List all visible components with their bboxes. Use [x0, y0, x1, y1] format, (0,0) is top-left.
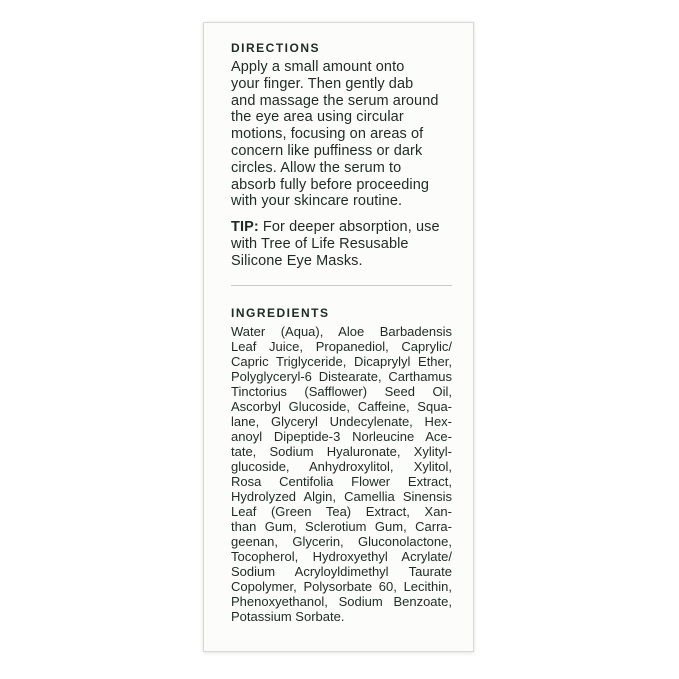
directions-line: your finger. Then gently dab [231, 75, 414, 92]
directions-line: and massage the serum around [231, 92, 439, 109]
ingredient-line: geenan, Glycerin, Gluconolactone, [231, 533, 452, 549]
ingredient-line: Ascorbyl Glucoside, Caffeine, Squa- [231, 398, 452, 414]
packaging-info-panel [203, 22, 474, 652]
ingredients-justified-lines [231, 324, 452, 609]
ingredient-line: Polyglyceryl-6 Distearate, Carthamus [231, 368, 452, 384]
ingredient-last-line: Potassium Sorbate. [231, 608, 345, 624]
directions-line: the eye area using circular [231, 109, 404, 126]
ingredient-line: Phenoxyethanol, Sodium Benzoate, [231, 593, 452, 609]
directions-line: circles. Allow the serum to [231, 159, 402, 176]
ingredient-line: Leaf Juice, Propanediol, Caprylic/ [231, 338, 452, 354]
ingredient-line: than Gum, Sclerotium Gum, Carra- [231, 518, 452, 534]
ingredient-line: lane, Glyceryl Undecylenate, Hex- [231, 413, 452, 429]
ingredients-paragraph [231, 324, 452, 624]
directions-paragraph [231, 59, 452, 210]
directions-line: concern like puffiness or dark [231, 142, 423, 159]
ingredient-line: Water (Aqua), Aloe Barbadensis [231, 323, 452, 339]
ingredient-line: Leaf (Green Tea) Extract, Xan- [231, 503, 452, 519]
ingredient-line: Sodium Acryloyldimethyl Taurate [231, 563, 452, 579]
tip-line: with Tree of Life Resusable [231, 235, 409, 252]
ingredient-line: tate, Sodium Hyaluronate, Xylityl- [231, 443, 452, 459]
section-divider [231, 285, 452, 286]
tip-label: TIP: [231, 219, 259, 236]
ingredient-line: glucoside, Anhydroxylitol, Xylitol, [231, 458, 452, 474]
directions-heading: DIRECTIONS [231, 41, 321, 55]
directions-line: Apply a small amount onto [231, 59, 405, 75]
directions-line: absorb fully before proceeding [231, 176, 430, 193]
ingredient-line: Tinctorius (Safflower) Seed Oil, [231, 383, 452, 399]
tip-paragraph [231, 219, 452, 269]
tip-line-1 [231, 219, 452, 236]
ingredient-line: Rosa Centifolia Flower Extract, [231, 473, 452, 489]
ingredient-line: Capric Triglyceride, Dicaprylyl Ether, [231, 353, 452, 369]
ingredient-line: Copolymer, Polysorbate 60, Lecithin, [231, 578, 452, 594]
tip-line-1-text: For deeper absorption, use [258, 219, 440, 236]
ingredient-line: anoyl Dipeptide-3 Norleucine Ace- [231, 428, 452, 444]
tip-line: Silicone Eye Masks. [231, 252, 363, 269]
ingredients-heading: INGREDIENTS [231, 305, 330, 320]
directions-line: with your skincare routine. [231, 193, 403, 210]
tip-lines-rest [231, 236, 452, 270]
ingredient-line: Hydrolyzed Algin, Camellia Sinensis [231, 488, 452, 504]
directions-line: motions, focusing on areas of [231, 126, 424, 143]
ingredient-line: Tocopherol, Hydroxyethyl Acrylate/ [231, 548, 452, 564]
